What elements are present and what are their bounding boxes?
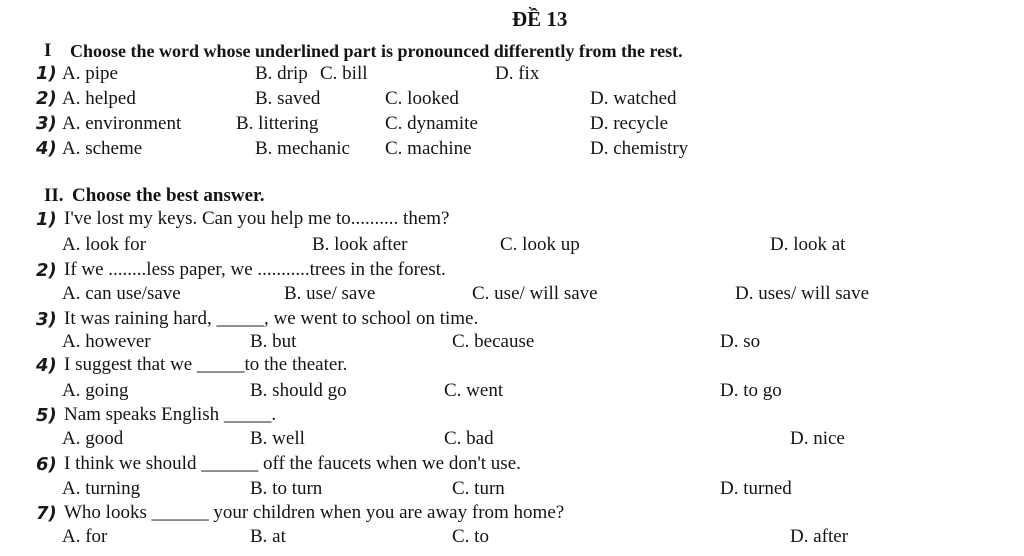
s1-q2-option-c: C. looked [385,88,459,109]
s1-q3-option-b: B. littering [236,113,319,134]
s2-q4-option-a: A. going [62,380,129,401]
s2-q3-option-b: B. but [250,331,297,352]
s1-q1-option-c: C. bill [320,63,368,84]
s1-q1-number: 1) [36,63,57,84]
s2-q1-option-d: D. look at [770,234,846,255]
s2-q4-option-b: B. should go [250,380,347,401]
s2-q2-option-c: C. use/ will save [472,283,598,304]
s1-q3-option-d: D. recycle [590,113,669,134]
s2-q4-option-d: D. to go [720,380,782,401]
s2-q3-stem: It was raining hard, _____, we went to school on time. [64,308,479,329]
s2-q7-option-d: D. after [790,526,849,547]
s2-q6-number: 6) [36,454,57,475]
s1-q3-option-a: A. environment [62,113,182,134]
s2-q5-option-c: C. bad [444,428,494,449]
s2-q6-option-a: A. turning [62,478,141,499]
s1-q2-number: 2) [36,88,57,109]
s2-q3-option-d: D. so [720,331,761,352]
s1-q2-option-b: B. saved [255,88,321,109]
s2-q6-option-c: C. turn [452,478,505,499]
s1-q1-option-d: D. fix [495,63,540,84]
s1-q3-option-c: C. dynamite [385,113,478,134]
s2-q5-option-a: A. good [62,428,124,449]
s1-q4-option-a: A. scheme [62,138,143,159]
s1-q1-option-a: A. pipe [62,63,118,84]
s2-q2-option-d: D. uses/ will save [735,283,870,304]
s2-q1-option-a: A. look for [62,234,146,255]
s2-q1-stem: I've lost my keys. Can you help me to.......... them? [64,208,450,229]
s1-q1-option-b: B. drip [255,63,308,84]
s2-q6-stem: I think we should ______ off the faucets when we don't use. [64,453,521,474]
s2-q2-stem: If we ........less paper, we ...........trees in the forest. [64,259,446,280]
s2-q5-option-d: D. nice [790,428,845,449]
s1-q3-number: 3) [36,113,57,134]
s2-q5-number: 5) [36,405,57,426]
s2-q3-option-c: C. because [452,331,535,352]
s2-q1-number: 1) [36,209,57,230]
section1-numeral: I [44,40,52,61]
s2-q5-option-b: B. well [250,428,305,449]
s2-q7-option-b: B. at [250,526,286,547]
s2-q7-option-c: C. to [452,526,489,547]
section2-numeral: II. [44,185,64,206]
s1-q4-option-d: D. chemistry [590,138,689,159]
s2-q4-number: 4) [36,355,57,376]
s2-q3-number: 3) [36,309,57,330]
s2-q6-option-d: D. turned [720,478,792,499]
s2-q2-option-b: B. use/ save [284,283,376,304]
s1-q2-option-d: D. watched [590,88,677,109]
s2-q4-option-c: C. went [444,380,504,401]
s2-q1-option-b: B. look after [312,234,408,255]
s2-q1-option-c: C. look up [500,234,580,255]
page-title: ĐỀ 13 [512,7,568,31]
section2-heading: Choose the best answer. [72,185,265,206]
s2-q7-option-a: A. for [62,526,108,547]
s1-q4-option-c: C. machine [385,138,472,159]
s1-q4-option-b: B. mechanic [255,138,350,159]
s2-q2-number: 2) [36,260,57,281]
s2-q7-number: 7) [36,503,57,524]
s2-q4-stem: I suggest that we _____to the theater. [64,354,348,375]
s2-q3-option-a: A. however [62,331,151,352]
s2-q7-stem: Who looks ______ your children when you are away from home? [64,502,565,523]
s1-q4-number: 4) [36,138,57,159]
s2-q2-option-a: A. can use/save [62,283,181,304]
s2-q5-stem: Nam speaks English _____. [64,404,277,425]
s2-q6-option-b: B. to turn [250,478,323,499]
section1-heading: Choose the word whose underlined part is pronounced differently from the rest. [70,41,683,61]
s1-q2-option-a: A. helped [62,88,136,109]
